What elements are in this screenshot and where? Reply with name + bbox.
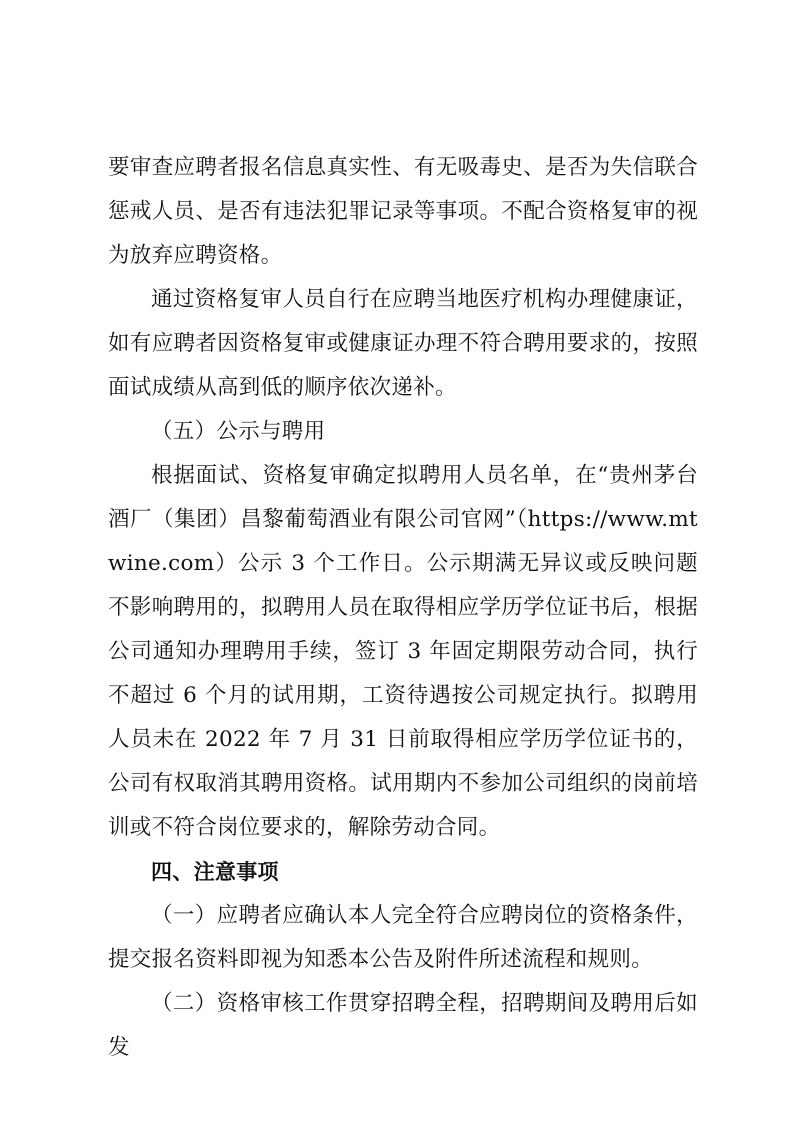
- document-body: [108, 146, 698, 1070]
- paragraph-publicity-details: 根据面试、资格复审确定拟聘用人员名单，在“贵州茅台酒厂（集团）昌黎葡萄酒业有限公司官网”（https://www.mtwine.com）公示 3 个工作日。公示期满无异议或反映问题不影响聘用的，拟聘用人员在取得相应学历学位证书后，根据公司通知办理聘用手续，签订 3 年固定期限劳动合同，执行不超过 6 个月的试用期，工资待遇按公司规定执行。拟聘用人员未在 2022 年 7 月 31 日前取得相应学历学位证书的，公司有权取消其聘用资格。试用期内不参加公司组织的岗前培训或不符合岗位要求的，解除劳动合同。: [108, 463, 698, 840]
- paragraph-review-items: 要审查应聘者报名信息真实性、有无吸毒史、是否为失信联合惩戒人员、是否有违法犯罪记录等事项。不配合资格复审的视为放弃应聘资格。: [108, 155, 698, 268]
- paragraph-note-two: （二）资格审核工作贯穿招聘全程，招聘期间及聘用后如发: [108, 991, 698, 1060]
- paragraph-health-certificate: 通过资格复审人员自行在应聘当地医疗机构办理健康证，如有应聘者因资格复审或健康证办理不符合聘用要求的，按照面试成绩从高到低的顺序依次递补。: [108, 287, 698, 400]
- subheading-publicity-employment: （五）公示与聘用: [151, 419, 326, 444]
- paragraph-note-one: （一）应聘者应确认本人完全符合应聘岗位的资格条件，提交报名资料即视为知悉本公告及附件所述流程和规则。: [108, 903, 698, 972]
- section-heading-notes: 四、注意事项: [151, 860, 279, 884]
